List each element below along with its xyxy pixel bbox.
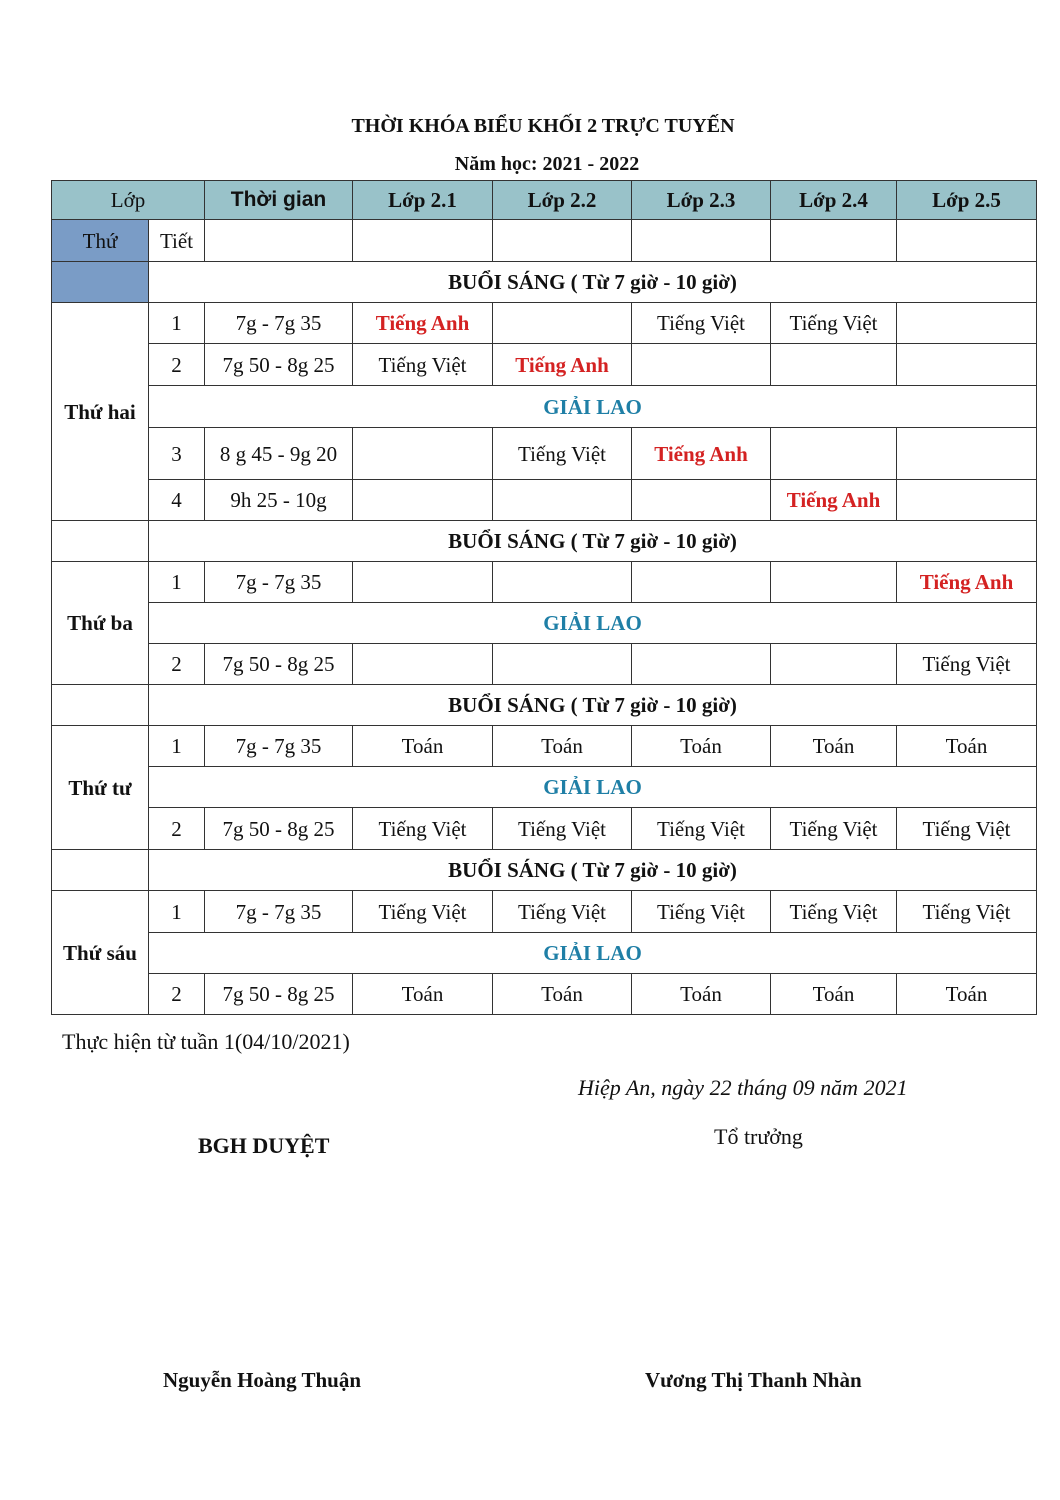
- header-class-2-1: Lớp 2.1: [353, 181, 493, 220]
- break-label: GIẢI LAO: [149, 603, 1037, 644]
- period-row: [52, 891, 1037, 933]
- subject-cell: [353, 428, 493, 480]
- empty-cell: [353, 220, 493, 262]
- subject-cell: [493, 480, 632, 521]
- subject-cell: Tiếng Việt: [771, 891, 897, 933]
- place-date: Hiệp An, ngày 22 tháng 09 năm 2021: [578, 1075, 908, 1100]
- subject-cell: [632, 644, 771, 685]
- subject-cell: [771, 344, 897, 386]
- session-label: BUỔI SÁNG ( Từ 7 giờ - 10 giờ): [149, 262, 1037, 303]
- subject-cell: Tiếng Việt: [771, 303, 897, 344]
- subject-cell: Toán: [632, 974, 771, 1015]
- session-left-cell: [52, 262, 149, 303]
- subject-cell: [771, 644, 897, 685]
- subject-cell: Toán: [353, 974, 493, 1015]
- subject-cell: Toán: [632, 726, 771, 767]
- subject-cell: [771, 562, 897, 603]
- session-row: [52, 685, 1037, 726]
- empty-cell: [493, 220, 632, 262]
- subject-cell: Toán: [771, 974, 897, 1015]
- subject-cell: [493, 303, 632, 344]
- empty-cell: [205, 220, 353, 262]
- session-left-cell: [52, 685, 149, 726]
- session-row: [52, 850, 1037, 891]
- period-row: [52, 726, 1037, 767]
- subject-cell: Tiếng Anh: [897, 562, 1037, 603]
- period-time: 7g - 7g 35: [205, 562, 353, 603]
- period-time: 7g 50 - 8g 25: [205, 974, 353, 1015]
- timetable: [51, 180, 1037, 1015]
- period-number: 2: [149, 644, 205, 685]
- session-row: [52, 521, 1037, 562]
- period-number: 2: [149, 808, 205, 850]
- break-row: [52, 767, 1037, 808]
- header-class-2-3: Lớp 2.3: [632, 181, 771, 220]
- subject-cell: Toán: [897, 974, 1037, 1015]
- header-thu: Thứ: [52, 220, 149, 262]
- period-time: 7g 50 - 8g 25: [205, 644, 353, 685]
- header-thoi-gian: Thời gian: [205, 181, 353, 220]
- subject-cell: Tiếng Việt: [632, 303, 771, 344]
- period-time: 7g - 7g 35: [205, 891, 353, 933]
- subject-cell: Tiếng Anh: [353, 303, 493, 344]
- period-number: 1: [149, 891, 205, 933]
- subject-cell: [632, 344, 771, 386]
- subject-cell: [897, 428, 1037, 480]
- period-row: [52, 974, 1037, 1015]
- subject-cell: Tiếng Việt: [353, 808, 493, 850]
- session-label: BUỔI SÁNG ( Từ 7 giờ - 10 giờ): [149, 685, 1037, 726]
- period-number: 2: [149, 344, 205, 386]
- subject-cell: Tiếng Việt: [632, 808, 771, 850]
- subject-cell: Tiếng Việt: [632, 891, 771, 933]
- break-label: GIẢI LAO: [149, 767, 1037, 808]
- subject-cell: [632, 480, 771, 521]
- period-time: 9h 25 - 10g: [205, 480, 353, 521]
- session-row: [52, 262, 1037, 303]
- empty-cell: [897, 220, 1037, 262]
- day-name: Thứ hai: [52, 303, 149, 521]
- period-number: 1: [149, 562, 205, 603]
- subject-cell: Toán: [771, 726, 897, 767]
- break-label: GIẢI LAO: [149, 386, 1037, 428]
- period-time: 7g - 7g 35: [205, 303, 353, 344]
- subject-cell: Tiếng Việt: [897, 891, 1037, 933]
- empty-cell: [632, 220, 771, 262]
- subject-cell: [493, 562, 632, 603]
- subject-cell: [353, 644, 493, 685]
- approver-name: Nguyễn Hoàng Thuận: [163, 1368, 362, 1392]
- subheader-row: [52, 220, 1037, 262]
- subject-cell: [632, 562, 771, 603]
- period-number: 3: [149, 428, 205, 480]
- header-row: [52, 181, 1037, 220]
- period-time: 7g - 7g 35: [205, 726, 353, 767]
- break-row: [52, 603, 1037, 644]
- day-name: Thứ tư: [52, 726, 149, 850]
- header-lop: Lớp: [52, 181, 205, 220]
- subject-cell: [353, 562, 493, 603]
- session-label: BUỔI SÁNG ( Từ 7 giờ - 10 giờ): [149, 850, 1037, 891]
- period-row: [52, 644, 1037, 685]
- subject-cell: [493, 644, 632, 685]
- header-tiet: Tiết: [149, 220, 205, 262]
- subject-cell: Tiếng Việt: [493, 808, 632, 850]
- header-class-2-4: Lớp 2.4: [771, 181, 897, 220]
- period-row: [52, 344, 1037, 386]
- header-class-2-5: Lớp 2.5: [897, 181, 1037, 220]
- subject-cell: Tiếng Việt: [353, 891, 493, 933]
- subject-cell: Toán: [353, 726, 493, 767]
- subject-cell: Toán: [897, 726, 1037, 767]
- subject-cell: Tiếng Việt: [493, 891, 632, 933]
- subject-cell: [897, 480, 1037, 521]
- subject-cell: Tiếng Việt: [353, 344, 493, 386]
- header-class-2-2: Lớp 2.2: [493, 181, 632, 220]
- period-number: 2: [149, 974, 205, 1015]
- period-row: [52, 428, 1037, 480]
- empty-cell: [771, 220, 897, 262]
- subject-cell: Tiếng Anh: [632, 428, 771, 480]
- day-name: Thứ ba: [52, 562, 149, 685]
- break-row: [52, 933, 1037, 974]
- period-number: 4: [149, 480, 205, 521]
- break-label: GIẢI LAO: [149, 933, 1037, 974]
- subject-cell: Tiếng Anh: [771, 480, 897, 521]
- session-left-cell: [52, 850, 149, 891]
- subject-cell: Toán: [493, 974, 632, 1015]
- period-time: 8 g 45 - 9g 20: [205, 428, 353, 480]
- team-leader-name: Vương Thị Thanh Nhàn: [645, 1368, 862, 1392]
- team-leader-role: Tổ trưởng: [714, 1124, 803, 1149]
- period-time: 7g 50 - 8g 25: [205, 808, 353, 850]
- subject-cell: Tiếng Việt: [771, 808, 897, 850]
- approval-role: BGH DUYỆT: [198, 1133, 330, 1158]
- period-row: [52, 303, 1037, 344]
- period-row: [52, 808, 1037, 850]
- session-left-cell: [52, 521, 149, 562]
- subject-cell: Toán: [493, 726, 632, 767]
- subject-cell: [897, 344, 1037, 386]
- period-number: 1: [149, 303, 205, 344]
- subject-cell: Tiếng Việt: [897, 644, 1037, 685]
- session-label: BUỔI SÁNG ( Từ 7 giờ - 10 giờ): [149, 521, 1037, 562]
- document-title: THỜI KHÓA BIỂU KHỐI 2 TRỰC TUYẾN: [351, 115, 735, 137]
- subject-cell: Tiếng Anh: [493, 344, 632, 386]
- subject-cell: Tiếng Việt: [493, 428, 632, 480]
- period-number: 1: [149, 726, 205, 767]
- subject-cell: [771, 428, 897, 480]
- period-row: [52, 480, 1037, 521]
- subject-cell: [897, 303, 1037, 344]
- subject-cell: [353, 480, 493, 521]
- effective-note: Thực hiện từ tuần 1(04/10/2021): [62, 1029, 350, 1054]
- subject-cell: Tiếng Việt: [897, 808, 1037, 850]
- break-row: [52, 386, 1037, 428]
- period-row: [52, 562, 1037, 603]
- school-year: Năm học: 2021 - 2022: [454, 153, 640, 175]
- day-name: Thứ sáu: [52, 891, 149, 1015]
- period-time: 7g 50 - 8g 25: [205, 344, 353, 386]
